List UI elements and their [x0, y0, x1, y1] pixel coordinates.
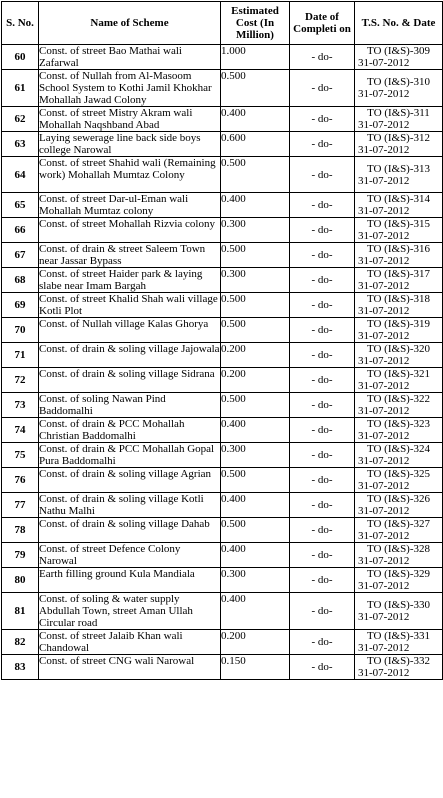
- row-ts-date: 31-07-2012: [358, 57, 410, 69]
- table-row: [2, 293, 443, 318]
- row-completion-date: - do-: [290, 493, 355, 518]
- row-completion-date: - do-: [290, 107, 355, 132]
- row-ts-cell: [355, 418, 443, 443]
- row-ts-date: 31-07-2012: [358, 144, 410, 156]
- row-sno: 65: [2, 193, 39, 218]
- row-sno: 63: [2, 132, 39, 157]
- row-sno: 76: [2, 468, 39, 493]
- row-sno: 79: [2, 543, 39, 568]
- row-scheme-name: Const. of street CNG wali Narowal: [39, 655, 221, 680]
- row-completion-date: - do-: [290, 318, 355, 343]
- row-estimated-cost: 0.400: [221, 418, 290, 443]
- row-scheme-name: Const. of Nullah village Kalas Ghorya: [39, 318, 221, 343]
- row-ts-date: 31-07-2012: [358, 555, 410, 567]
- row-estimated-cost: 0.300: [221, 568, 290, 593]
- row-ts-cell: [355, 368, 443, 393]
- row-estimated-cost: 0.500: [221, 243, 290, 268]
- table-row: [2, 45, 443, 70]
- header-row: [2, 2, 443, 45]
- table-row: [2, 543, 443, 568]
- row-ts-date: 31-07-2012: [358, 88, 410, 100]
- row-scheme-name: Const. of street Mohallah Rizvia colony: [39, 218, 221, 243]
- row-estimated-cost: 0.400: [221, 193, 290, 218]
- row-ts-number: TO (I&S)-321: [366, 368, 431, 380]
- row-ts-number: TO (I&S)-310: [366, 76, 431, 88]
- row-scheme-name: Const. of street Bao Mathai wali Zafarwal: [39, 45, 221, 70]
- row-ts-cell: [355, 157, 443, 193]
- row-scheme-name: Const. of drain & soling village Kotli Nathu Malhi: [39, 493, 221, 518]
- row-sno: 75: [2, 443, 39, 468]
- table-row: [2, 268, 443, 293]
- row-ts-date: 31-07-2012: [358, 430, 410, 442]
- row-completion-date: - do-: [290, 268, 355, 293]
- row-ts-date: 31-07-2012: [358, 455, 410, 467]
- row-ts-number: TO (I&S)-329: [366, 568, 431, 580]
- row-sno: 73: [2, 393, 39, 418]
- row-ts-number: TO (I&S)-325: [366, 468, 431, 480]
- row-estimated-cost: 0.300: [221, 218, 290, 243]
- row-ts-number: TO (I&S)-309: [366, 45, 431, 57]
- row-ts-number: TO (I&S)-316: [366, 243, 431, 255]
- row-ts-cell: [355, 318, 443, 343]
- row-estimated-cost: 0.200: [221, 368, 290, 393]
- row-sno: 60: [2, 45, 39, 70]
- table-row: [2, 343, 443, 368]
- table-row: [2, 107, 443, 132]
- row-completion-date: - do-: [290, 293, 355, 318]
- row-completion-date: - do-: [290, 45, 355, 70]
- row-ts-cell: [355, 443, 443, 468]
- table-row: [2, 443, 443, 468]
- row-ts-cell: [355, 193, 443, 218]
- row-ts-date: 31-07-2012: [358, 505, 410, 517]
- row-ts-cell: [355, 45, 443, 70]
- row-sno: 62: [2, 107, 39, 132]
- row-estimated-cost: 0.300: [221, 268, 290, 293]
- row-ts-date: 31-07-2012: [358, 174, 410, 187]
- table-row: [2, 518, 443, 543]
- row-sno: 64: [2, 157, 39, 193]
- row-sno: 77: [2, 493, 39, 518]
- row-ts-number: TO (I&S)-328: [366, 543, 431, 555]
- table-row: [2, 593, 443, 630]
- row-completion-date: - do-: [290, 418, 355, 443]
- table-row: [2, 368, 443, 393]
- row-scheme-name: Const. of street Shahid wali (Remaining work) Mohallah Mumtaz Colony: [39, 157, 221, 193]
- header-name: Name of Scheme: [39, 2, 221, 45]
- table-row: [2, 193, 443, 218]
- row-ts-number: TO (I&S)-331: [366, 630, 431, 642]
- table-body: [2, 45, 443, 680]
- row-estimated-cost: 0.600: [221, 132, 290, 157]
- row-completion-date: - do-: [290, 218, 355, 243]
- row-ts-number: TO (I&S)-319: [366, 318, 431, 330]
- table-row: [2, 655, 443, 680]
- header-cost: Estimated Cost (In Million): [221, 2, 290, 45]
- schemes-table: [1, 1, 443, 680]
- row-ts-cell: [355, 655, 443, 680]
- row-scheme-name: Const. of drain & soling village Sidrana: [39, 368, 221, 393]
- table-row: [2, 318, 443, 343]
- row-scheme-name: Laying sewerage line back side boys college Narowal: [39, 132, 221, 157]
- row-ts-date: 31-07-2012: [358, 642, 410, 654]
- row-completion-date: - do-: [290, 543, 355, 568]
- row-ts-date: 31-07-2012: [358, 405, 410, 417]
- row-ts-number: TO (I&S)-330: [366, 599, 431, 611]
- row-ts-number: TO (I&S)-312: [366, 132, 431, 144]
- row-sno: 80: [2, 568, 39, 593]
- row-ts-cell: [355, 132, 443, 157]
- table-row: [2, 132, 443, 157]
- row-estimated-cost: 0.150: [221, 655, 290, 680]
- row-completion-date: - do-: [290, 157, 355, 193]
- row-estimated-cost: 0.400: [221, 493, 290, 518]
- row-sno: 72: [2, 368, 39, 393]
- row-estimated-cost: 0.500: [221, 393, 290, 418]
- row-sno: 78: [2, 518, 39, 543]
- row-sno: 81: [2, 593, 39, 630]
- row-ts-number: TO (I&S)-311: [367, 107, 430, 119]
- row-completion-date: - do-: [290, 630, 355, 655]
- row-ts-cell: [355, 243, 443, 268]
- table-row: [2, 70, 443, 107]
- row-completion-date: - do-: [290, 443, 355, 468]
- row-sno: 70: [2, 318, 39, 343]
- row-estimated-cost: 0.300: [221, 443, 290, 468]
- row-sno: 83: [2, 655, 39, 680]
- header-sno: S. No.: [2, 2, 39, 45]
- table-row: [2, 243, 443, 268]
- table-row: [2, 468, 443, 493]
- row-sno: 74: [2, 418, 39, 443]
- row-ts-date: 31-07-2012: [358, 305, 410, 317]
- row-estimated-cost: 0.500: [221, 293, 290, 318]
- row-ts-cell: [355, 107, 443, 132]
- row-ts-number: TO (I&S)-327: [366, 518, 431, 530]
- row-scheme-name: Const. of drain & street Saleem Town near Jassar Bypass: [39, 243, 221, 268]
- header-ts: T.S. No. & Date: [355, 2, 443, 45]
- row-ts-cell: [355, 593, 443, 630]
- row-estimated-cost: 0.500: [221, 157, 290, 193]
- row-completion-date: - do-: [290, 132, 355, 157]
- row-ts-cell: [355, 218, 443, 243]
- row-sno: 66: [2, 218, 39, 243]
- row-sno: 71: [2, 343, 39, 368]
- row-completion-date: - do-: [290, 368, 355, 393]
- row-completion-date: - do-: [290, 393, 355, 418]
- table-row: [2, 218, 443, 243]
- row-ts-cell: [355, 493, 443, 518]
- row-ts-number: TO (I&S)-318: [366, 293, 431, 305]
- row-estimated-cost: 0.400: [221, 107, 290, 132]
- row-scheme-name: Const. of drain & soling village Dahab: [39, 518, 221, 543]
- row-scheme-name: Const. of drain & soling village Jajowala: [39, 343, 221, 368]
- row-ts-date: 31-07-2012: [358, 119, 410, 131]
- row-ts-date: 31-07-2012: [358, 280, 410, 292]
- row-ts-date: 31-07-2012: [358, 580, 410, 592]
- row-estimated-cost: 0.500: [221, 318, 290, 343]
- row-scheme-name: Const. of street Mistry Akram wali Mohallah Naqshband Abad: [39, 107, 221, 132]
- row-ts-date: 31-07-2012: [358, 480, 410, 492]
- row-ts-cell: [355, 518, 443, 543]
- table-row: [2, 630, 443, 655]
- row-estimated-cost: 0.200: [221, 630, 290, 655]
- row-ts-cell: [355, 70, 443, 107]
- row-estimated-cost: 0.500: [221, 518, 290, 543]
- table-row: [2, 393, 443, 418]
- row-ts-cell: [355, 543, 443, 568]
- row-ts-cell: [355, 630, 443, 655]
- row-ts-number: TO (I&S)-324: [366, 443, 431, 455]
- row-sno: 68: [2, 268, 39, 293]
- row-scheme-name: Const. of street Jalaib Khan wali Chandowal: [39, 630, 221, 655]
- row-sno: 61: [2, 70, 39, 107]
- row-ts-date: 31-07-2012: [358, 667, 410, 679]
- row-ts-cell: [355, 293, 443, 318]
- row-ts-cell: [355, 393, 443, 418]
- row-scheme-name: Const. of Nullah from Al-Masoom School System to Kothi Jamil Khokhar Mohallah Jawad Colony: [39, 70, 221, 107]
- row-ts-number: TO (I&S)-322: [366, 393, 431, 405]
- row-ts-cell: [355, 268, 443, 293]
- row-scheme-name: Const. of street Defence Colony Narowal: [39, 543, 221, 568]
- row-estimated-cost: 0.400: [221, 593, 290, 630]
- row-estimated-cost: 0.200: [221, 343, 290, 368]
- row-scheme-name: Const. of street Dar-ul-Eman wali Mohallah Mumtaz colony: [39, 193, 221, 218]
- row-completion-date: - do-: [290, 568, 355, 593]
- row-completion-date: - do-: [290, 655, 355, 680]
- row-completion-date: - do-: [290, 518, 355, 543]
- row-estimated-cost: 0.500: [221, 70, 290, 107]
- row-ts-date: 31-07-2012: [358, 330, 410, 342]
- row-scheme-name: Earth filling ground Kula Mandiala: [39, 568, 221, 593]
- row-completion-date: - do-: [290, 70, 355, 107]
- row-ts-date: 31-07-2012: [358, 255, 410, 267]
- row-ts-number: TO (I&S)-332: [366, 655, 431, 667]
- row-ts-date: 31-07-2012: [358, 380, 410, 392]
- row-estimated-cost: 1.000: [221, 45, 290, 70]
- row-ts-date: 31-07-2012: [358, 355, 410, 367]
- table-row: [2, 568, 443, 593]
- row-completion-date: - do-: [290, 243, 355, 268]
- row-ts-number: TO (I&S)-315: [366, 218, 431, 230]
- row-ts-date: 31-07-2012: [358, 230, 410, 242]
- row-completion-date: - do-: [290, 193, 355, 218]
- row-sno: 67: [2, 243, 39, 268]
- row-scheme-name: Const. of street Khalid Shah wali village Kotli Plot: [39, 293, 221, 318]
- row-sno: 69: [2, 293, 39, 318]
- row-scheme-name: Const. of street Haider park & laying slabe near Imam Bargah: [39, 268, 221, 293]
- row-completion-date: - do-: [290, 468, 355, 493]
- row-scheme-name: Const. of soling Nawan Pind Baddomalhi: [39, 393, 221, 418]
- table-row: [2, 418, 443, 443]
- row-ts-date: 31-07-2012: [358, 530, 410, 542]
- row-ts-cell: [355, 568, 443, 593]
- table-row: [2, 157, 443, 193]
- row-estimated-cost: 0.500: [221, 468, 290, 493]
- row-ts-number: TO (I&S)-317: [366, 268, 431, 280]
- row-ts-number: TO (I&S)-323: [366, 418, 431, 430]
- row-ts-number: TO (I&S)-313: [366, 162, 431, 175]
- header-date: Date of Completi on: [290, 2, 355, 45]
- row-scheme-name: Const. of drain & soling village Agrian: [39, 468, 221, 493]
- row-ts-cell: [355, 468, 443, 493]
- row-ts-date: 31-07-2012: [358, 611, 410, 623]
- row-ts-date: 31-07-2012: [358, 205, 410, 217]
- row-ts-number: TO (I&S)-326: [366, 493, 431, 505]
- row-ts-number: TO (I&S)-314: [366, 193, 431, 205]
- row-scheme-name: Const. of drain & PCC Mohallah Gopal Pura Baddomalhi: [39, 443, 221, 468]
- row-estimated-cost: 0.400: [221, 543, 290, 568]
- table-row: [2, 493, 443, 518]
- row-completion-date: - do-: [290, 593, 355, 630]
- row-ts-number: TO (I&S)-320: [366, 343, 431, 355]
- row-ts-cell: [355, 343, 443, 368]
- row-scheme-name: Const. of soling & water supply Abdullah Town, street Aman Ullah Circular road: [39, 593, 221, 630]
- row-completion-date: - do-: [290, 343, 355, 368]
- row-scheme-name: Const. of drain & PCC Mohallah Christian Baddomalhi: [39, 418, 221, 443]
- row-sno: 82: [2, 630, 39, 655]
